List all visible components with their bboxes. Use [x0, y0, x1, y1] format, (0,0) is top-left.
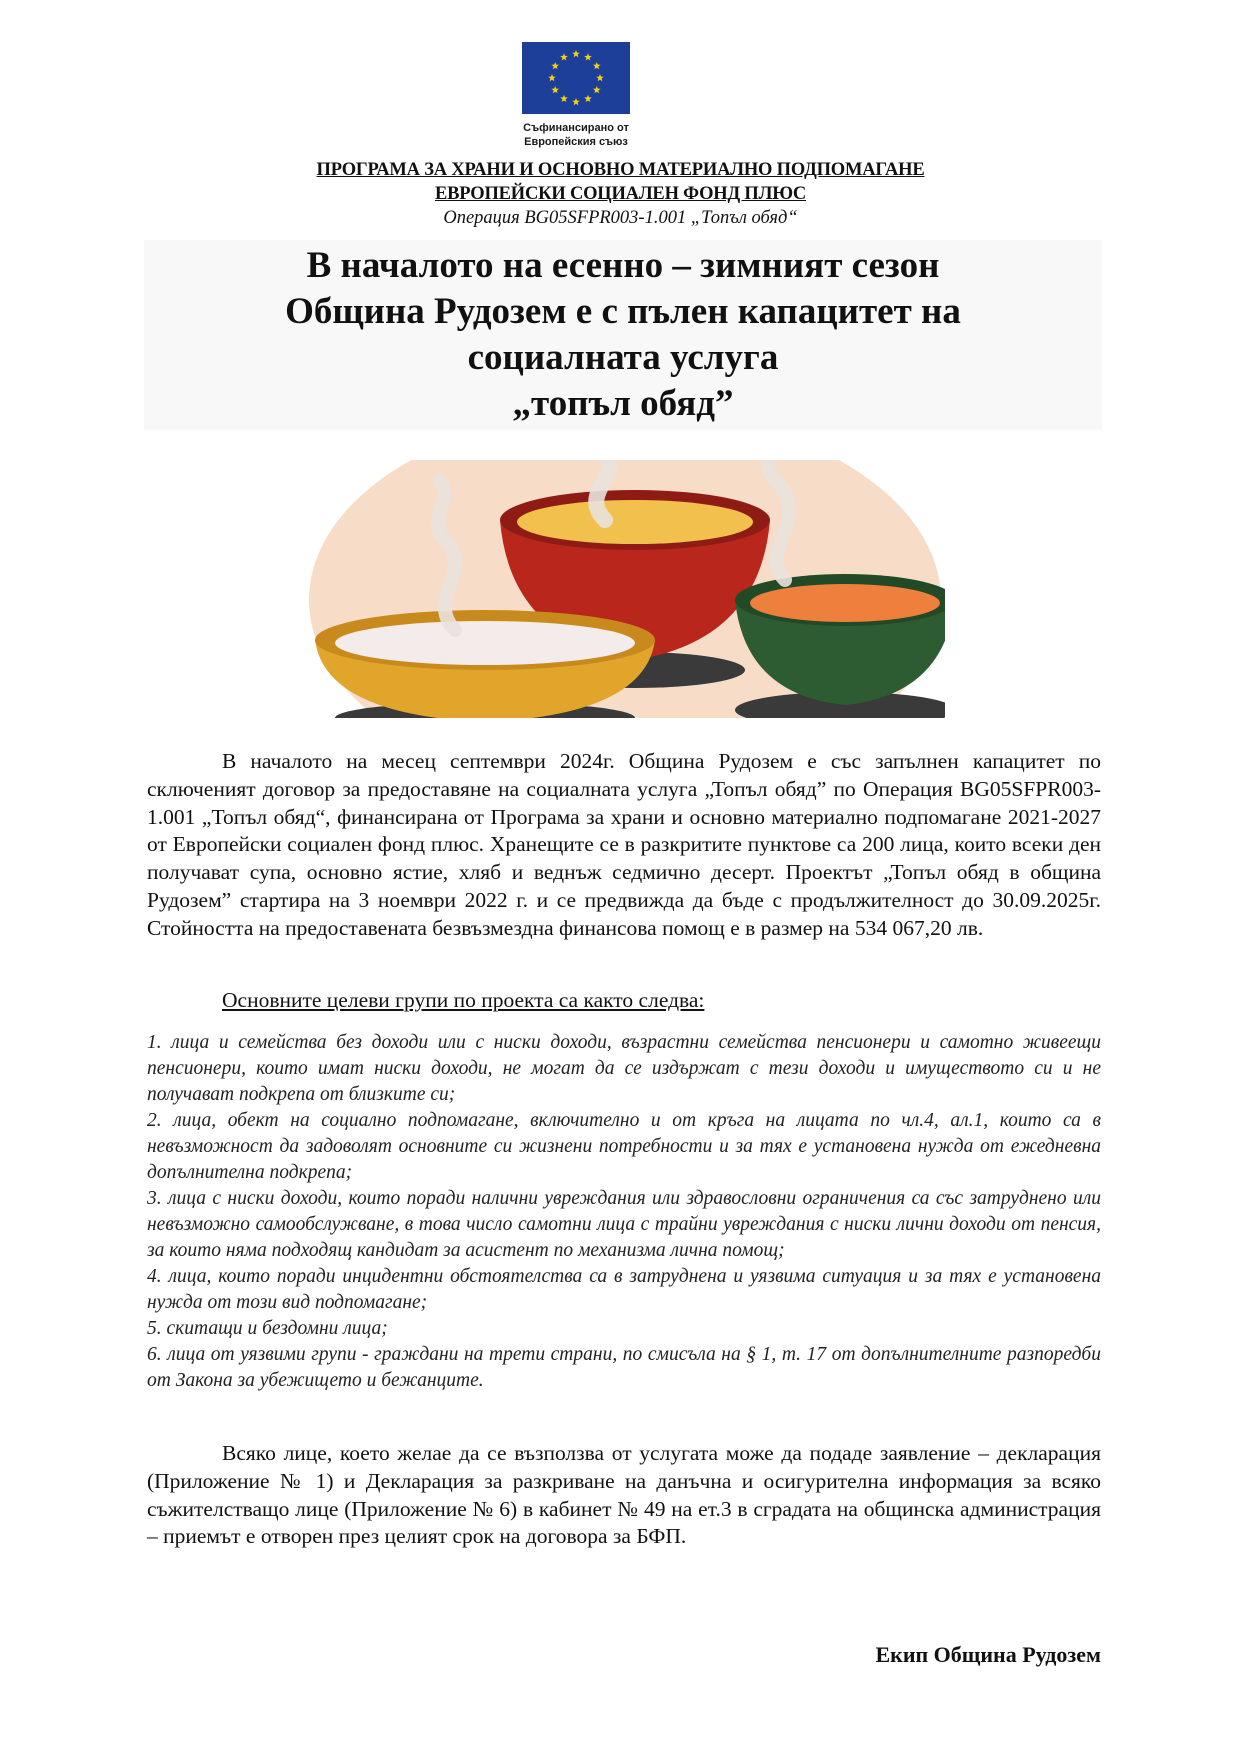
intro-paragraph	[147, 748, 1101, 943]
list-item: 6. лица от уязвими групи - граждани на трети страни, по смисъла на § 1, т. 17 от допълнителните разпоредби от Закона за убежището и бежанците.	[147, 1344, 1101, 1391]
list-item: 1. лица и семейства без доходи или с ниски доходи, възрастни семейства пенсионери и самотно живеещи пенсионери, които имат ниски доходи, не могат да се издържат с тези доходи и имуществото си и не получават подкрепа от близките си;	[147, 1032, 1101, 1105]
eu-caption-line2: Европейския съюз	[524, 136, 628, 148]
headline-line4: „топъл обяд”	[512, 383, 734, 424]
signature: Екип Община Рудозем	[875, 1642, 1101, 1667]
orange-soup	[750, 584, 940, 622]
intro-text: В началото на месец септември 2024г. Община Рудозем е със запълнен капацитет по сключеният договор за предоставяне на социалната услуга „Топъл обяд” по Операция BG05SFPR003-1.001 „Топъл обяд“, финансирана от Програма за храни и основно материално подпомагане 2021-2027 от Европейски социален фонд плюс. Хранещите се в разкритите пунктове са 200 лица, които всеки ден получават супа, основно ястие, хляб и веднъж седмично десерт. Проектът „Топъл обяд в община Рудозем” стартира на 3 ноември 2022 г. и се предвижда да бъде с продължителност до 30.09.2025г. Стойността на предоставената безвъзмездна финансова помощ е в размер на 534 067,20 лв.	[147, 749, 1101, 940]
program-title-line1: ПРОГРАМА ЗА ХРАНИ И ОСНОВНО МАТЕРИАЛНО ПОДПОМАГАНЕ	[316, 160, 925, 180]
eu-cofunded-caption	[470, 121, 682, 149]
application-text: Всяко лице, което желае да се възползва от услугата може да подаде заявление – декларация (Приложение № 1) и Декларация за разкриване на данъчна и осигурителна информация за всяко съжителстващо лице (Приложение № 6) в кабинет № 49 на ет.3 в сградата на общинска администрация – приемът е отворен през целият срок на договора за БФП.	[147, 1441, 1101, 1549]
headline-line3: социалната услуга	[467, 337, 779, 378]
eu-caption-line1: Съфинансирано от	[523, 122, 629, 134]
yellow-soup	[517, 500, 753, 544]
target-groups-heading: Основните целеви групи по проекта са както следва:	[222, 988, 705, 1012]
list-item: 5. скитащи и бездомни лица;	[147, 1318, 388, 1339]
soup-bowls-illustration	[305, 460, 945, 720]
target-groups-list	[147, 1030, 1101, 1394]
list-item: 3. лица с ниски доходи, които поради налични увреждания или здравословни ограничения са със затруднено или невъзможно самообслужване, в това число самотни лица с трайни увреждания с ниски лични доходи от пенсия, за които няма подходящ кандидат за асистент по механизма лична помощ;	[147, 1188, 1101, 1261]
eu-stars-icon	[522, 42, 630, 114]
eu-flag-logo	[522, 42, 630, 114]
white-soup	[335, 621, 635, 665]
application-paragraph	[147, 1440, 1101, 1551]
headline-line2: Община Рудозем е с пълен капацитет на	[285, 291, 961, 332]
list-item: 2. лица, обект на социално подпомагане, включително и от кръга на лицата по чл.4, ал.1, които са в невъзможност да задоволят основните си жизнени потребности и за тях е установена нужда от ежедневна допълнителна подкрепа;	[147, 1110, 1101, 1183]
program-title-line2: ЕВРОПЕЙСКИ СОЦИАЛЕН ФОНД ПЛЮС	[434, 184, 806, 204]
operation-code: Операция BG05SFPR003-1.001 „Топъл обяд“	[443, 208, 798, 228]
headline-line1: В началото на есенно – зимният сезон	[306, 245, 940, 286]
list-item: 4. лица, които поради инцидентни обстоятелства са в затруднена и уязвима ситуация и за тях е установена нужда от този вид подпомагане;	[147, 1266, 1101, 1313]
